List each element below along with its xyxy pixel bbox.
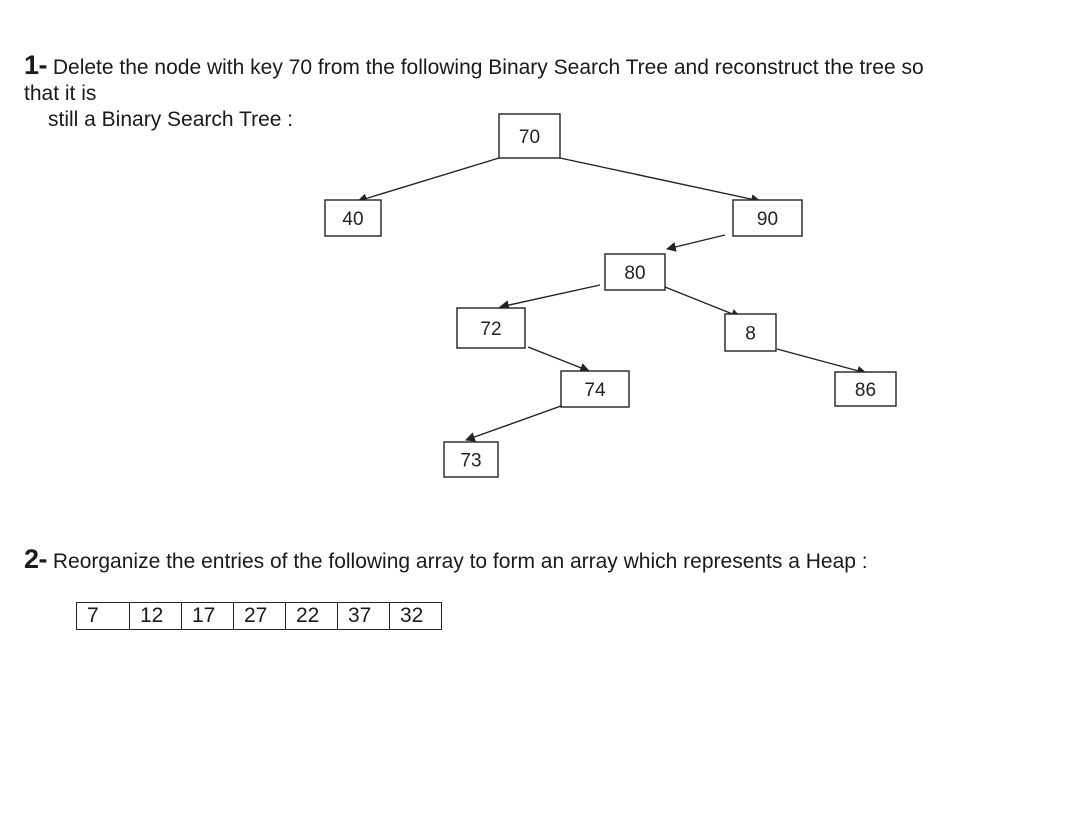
- tree-node-72: [457, 308, 525, 348]
- question-1-number: 1-: [24, 50, 48, 80]
- tree-node-label: 80: [624, 263, 646, 284]
- array-cell: 27: [233, 603, 285, 629]
- tree-node-90: [733, 200, 802, 236]
- tree-node-label: 74: [584, 380, 606, 401]
- tree-node-70: [499, 114, 560, 158]
- array-cell: 22: [285, 603, 337, 629]
- question-2-number: 2-: [24, 544, 48, 574]
- tree-node-80: [605, 254, 665, 290]
- array-cell: 17: [181, 603, 233, 629]
- edge-n90-to-n80: [667, 235, 725, 249]
- edge-n72-to-n74: [528, 347, 589, 371]
- tree-node-label: 70: [518, 127, 541, 148]
- edge-n70-to-n40: [358, 158, 499, 201]
- tree-node-86: [835, 372, 896, 406]
- tree-node-label: 72: [480, 319, 502, 340]
- heap-array: [76, 602, 442, 630]
- question-2-text: Reorganize the entries of the following array to form an array which represents a Heap :: [52, 550, 868, 573]
- question-1-line-3: still a Binary Search Tree :: [48, 108, 294, 131]
- question-1-text-part-1: Delete the node with key 70 from the following Binary Search Tree and reconstruct the tree so: [52, 56, 924, 79]
- edge-n70-to-n90: [560, 158, 760, 201]
- edge-n80-to-n8: [665, 287, 740, 317]
- tree-node-label: 86: [854, 380, 877, 401]
- edge-n8-to-n86: [777, 349, 866, 373]
- tree-node-label: 73: [460, 450, 482, 472]
- tree-node-label: 90: [756, 209, 779, 230]
- tree-node-8: [725, 314, 776, 351]
- array-cell: 12: [129, 603, 181, 629]
- tree-node-73: [444, 442, 498, 477]
- edge-n74-to-n73: [466, 406, 561, 440]
- array-cell: 37: [337, 603, 389, 629]
- tree-node-label: 40: [342, 209, 364, 230]
- tree-node-40: [325, 200, 381, 236]
- tree-node-74: [561, 371, 629, 407]
- tree-node-label: 8: [745, 323, 756, 345]
- question-1-line-2: that it is: [24, 82, 97, 105]
- array-cell: 7: [87, 604, 99, 627]
- array-cell: 32: [389, 603, 441, 629]
- question-2-line: [24, 546, 868, 575]
- edge-n80-to-n72: [500, 285, 600, 307]
